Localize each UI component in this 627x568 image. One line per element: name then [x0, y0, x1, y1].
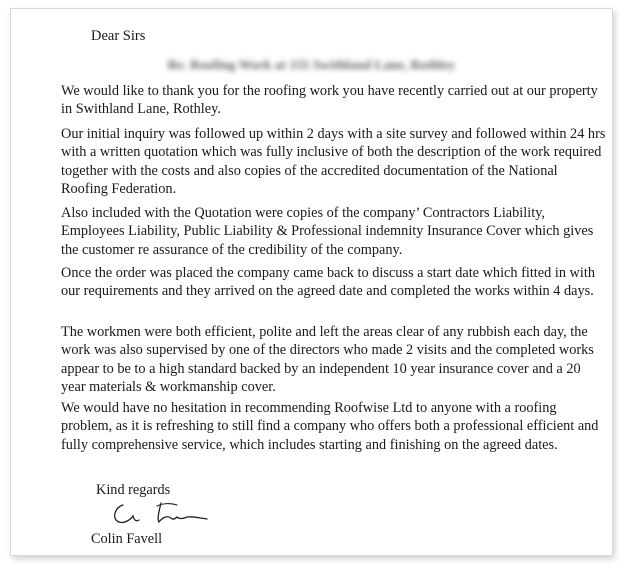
letter-page: [10, 8, 613, 556]
paragraph-insurance: Also included with the Quotation were copies of the company’ Contractors Liability, Employees Liability, Public Liability & Professional indemnity Insurance Cover which gives the customer re assurance of the credibility of the company.: [61, 205, 594, 258]
closing: Kind regards: [96, 482, 171, 498]
paragraph-thanks: We would like to thank you for the roofing work you have recently carried out at our property in Swithland Lane, Rothley.: [61, 83, 598, 118]
paragraph-workmen: The workmen were both efficient, polite and left the areas clear of any rubbish each day, the work was also supervised by one of the directors who made 2 visits and the completed works appear to be to a high standard backed by an independent 10 year insurance cover and a 20 year materials & workmanship cover.: [61, 324, 594, 395]
signatory-name: Colin Favell: [91, 531, 163, 547]
paragraph-start-date: Once the order was placed the company came back to discuss a start date which fitted in with our requirements and they arrived on the agreed date and completed the works within 4 days.: [61, 265, 595, 300]
salutation: Dear Sirs: [91, 28, 146, 44]
handwritten-signature: [109, 497, 229, 531]
paragraph-recommendation: We would have no hesitation in recommending Roofwise Ltd to anyone with a roofing problem, as it is refreshing to still find a company who offers both a professional efficient and fully comprehensive service, which includes starting and finishing on the agreed dates.: [61, 400, 599, 453]
paragraph-inquiry: Our initial inquiry was followed up within 2 days with a site survey and followed within 24 hrs with a written quotation which was fully inclusive of both the description of the work required together with the costs and also copies of the accredited documentation of the National Roofing Federation.: [61, 126, 606, 197]
subject-line-blurred: Re. Roofing Work at 155 Swithland Lane, Rothley: [167, 57, 456, 72]
